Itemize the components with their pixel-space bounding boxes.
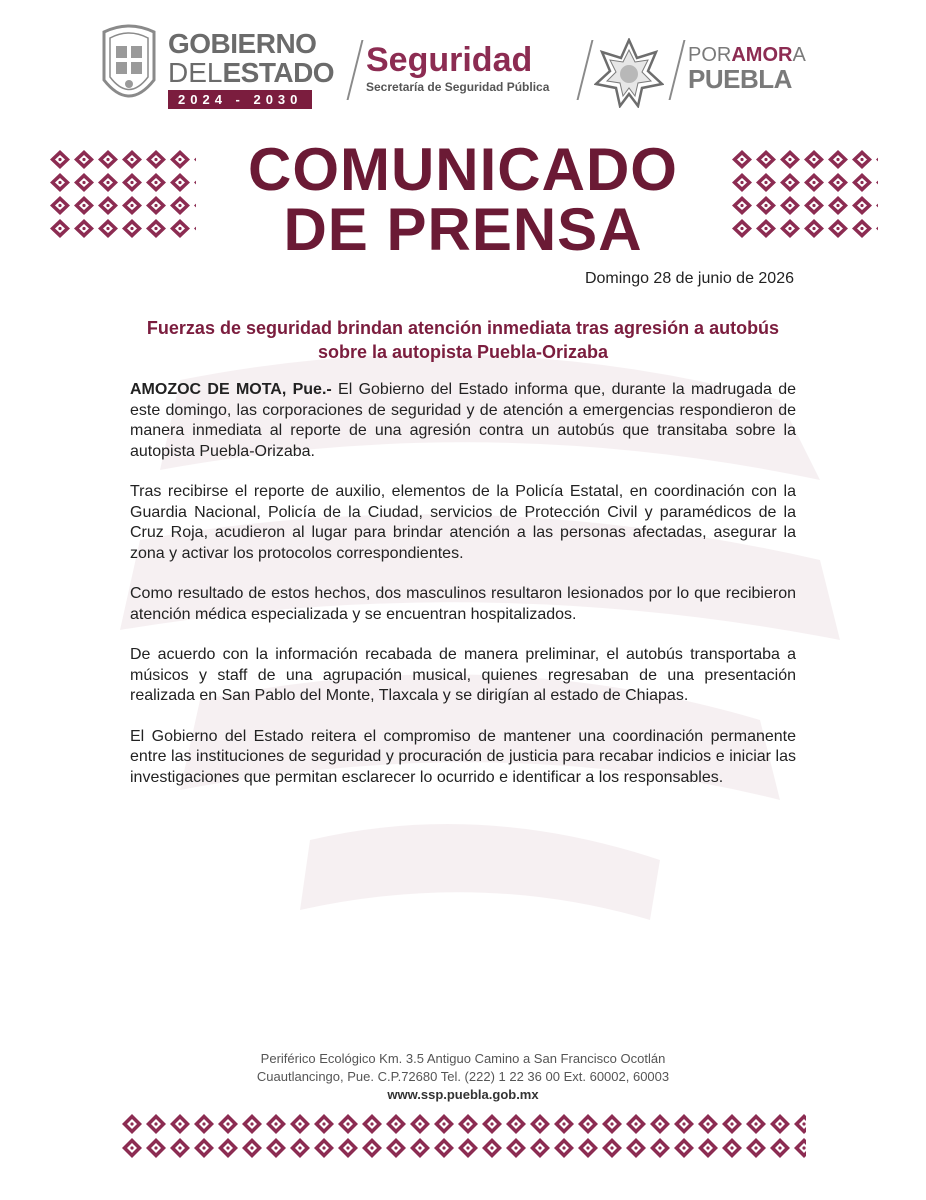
website-link[interactable]: www.ssp.puebla.gob.mx — [387, 1087, 539, 1102]
a-word: A — [792, 44, 806, 66]
header — [98, 18, 838, 118]
paragraph-2: Tras recibirse el reporte de auxilio, elementos de la Policía Estatal, en coordinación con la Guardia Nacional, Policía de la Ciudad, servicios de Protección Civil y paramédicos de la Cruz Roja, acudieron al lugar para brindar atención a las personas afectadas, asegurar la zona y activar los protocolos correspondientes. — [130, 483, 796, 562]
paragraph-3: Como resultado de estos hechos, dos masculinos resultaron lesionados por lo que recibieron atención médica especializada y se encuentran hospitalizados. — [130, 585, 796, 623]
address-line-1: Periférico Ecológico Km. 3.5 Antiguo Camino a San Francisco Ocotlán — [260, 1051, 666, 1066]
article-body — [130, 380, 796, 808]
por-amor-line — [688, 44, 848, 66]
state-seal-icon — [98, 22, 160, 106]
amor-word: AMOR — [731, 44, 793, 66]
paragraph-1-text: El Gobierno del Estado informa que, durante la madrugada de este domingo, las corporaciones de seguridad y de atención a emergencias respondieron de manera inmediata al reporte de una agresión contra un autobús que transitaba sobre la autopista Puebla-Orizaba. — [130, 381, 796, 460]
header-divider — [669, 40, 686, 100]
por-word: POR — [688, 44, 732, 66]
headline: Fuerzas de seguridad brindan atención inmediata tras agresión a autobús sobre la autopista Puebla-Orizaba — [146, 318, 780, 362]
dateline: AMOZOC DE MOTA, Pue.- — [130, 381, 332, 398]
seguridad-title: Seguridad — [366, 41, 533, 79]
page-title — [0, 136, 926, 263]
decorative-pattern-footer — [120, 1112, 806, 1162]
por-amor-a-puebla-logo — [688, 44, 848, 92]
seguridad-logo — [366, 42, 581, 94]
address-line-2: Cuautlancingo, Pue. C.P.72680 Tel. (222) 1 22 36 00 Ext. 60002, 60003 — [256, 1069, 670, 1084]
footer — [0, 1050, 926, 1104]
title-line-1: COMUNICADO — [248, 136, 678, 203]
seguridad-subtitle: Secretaría de Seguridad Pública — [366, 80, 550, 94]
gobierno-word: GOBIERNO — [168, 28, 317, 59]
del-word: DEL — [168, 57, 223, 88]
paragraph-5: El Gobierno del Estado reitera el compromiso de mantener una coordinación permanente entre las instituciones de seguridad y procuración de justicia para recabar indicios e iniciar las investigaciones que permitan esclarecer lo ocurrido e identificar a los responsables. — [130, 727, 796, 786]
gobierno-years: 2024 - 2030 — [168, 90, 312, 109]
estado-word: ESTADO — [222, 57, 335, 88]
paragraph-1 — [130, 380, 796, 462]
paragraph-4: De acuerdo con la información recabada de manera preliminar, el autobús transportaba a músicos y staff de una agrupación musical, quienes regresaban de una presentación realizada en San Pablo del Monte, Tlaxcala y se dirigían al estado de Chiapas. — [130, 646, 796, 704]
release-date: Domingo 28 de junio de 2026 — [584, 270, 794, 287]
police-badge-icon — [594, 38, 664, 108]
title-line-2: DE PRENSA — [283, 196, 643, 263]
puebla-word: PUEBLA — [688, 64, 792, 94]
